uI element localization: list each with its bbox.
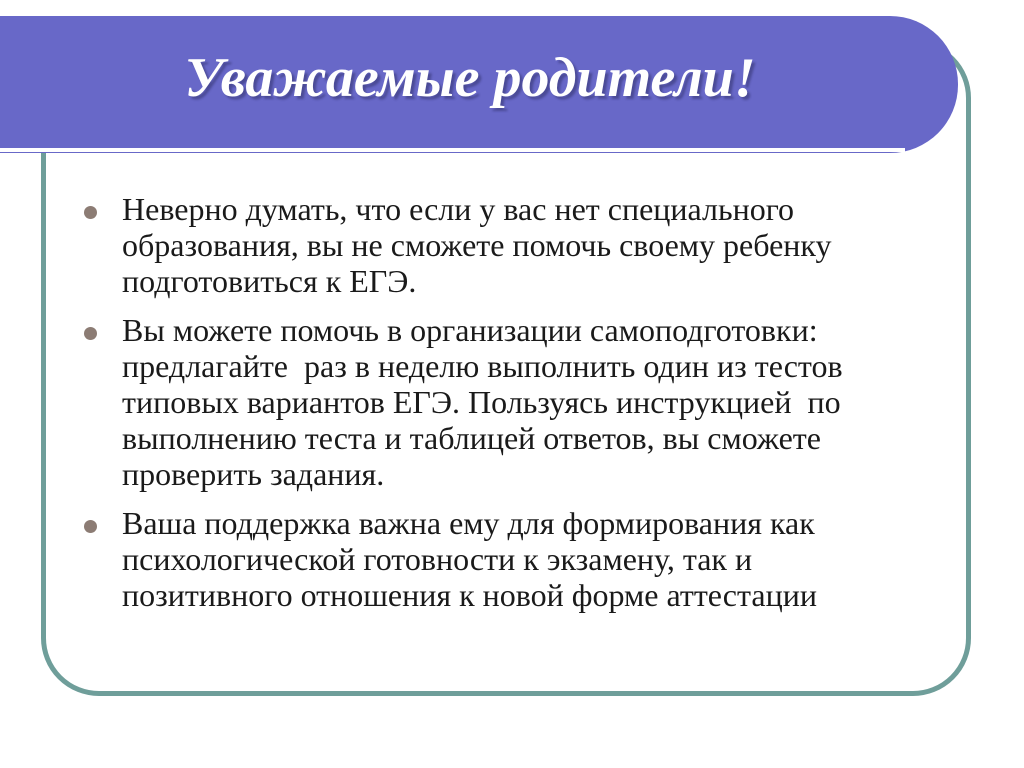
bullet-line: психологической готовности к экзамену, так и	[122, 541, 753, 577]
bullet-item	[84, 191, 924, 299]
bullet-list	[84, 191, 924, 626]
bullet-line: Неверно думать, что если у вас нет специального	[122, 191, 795, 227]
bullet-line: Ваша поддержка важна ему для формирования как	[122, 505, 815, 541]
bullet-dot-icon	[84, 206, 97, 219]
bullet-line: выполнению теста и таблицей ответов, вы сможете	[122, 420, 821, 456]
bullet-line: предлагайте раз в неделю выполнить один из тестов	[122, 348, 843, 384]
bullet-line: образования, вы не сможете помочь своему ребенку	[122, 227, 832, 263]
bullet-item	[84, 312, 924, 492]
bullet-line: типовых вариантов ЕГЭ. Пользуясь инструкцией по	[122, 384, 841, 420]
bullet-line: позитивного отношения к новой форме аттестации	[122, 577, 817, 613]
bullet-dot-icon	[84, 520, 97, 533]
slide-title: Уважаемые родители!	[184, 47, 756, 109]
bullet-item	[84, 505, 924, 613]
bullet-dot-icon	[84, 327, 97, 340]
title-underline	[0, 148, 905, 152]
bullet-line: Вы можете помочь в организации самоподготовки:	[122, 312, 818, 348]
bullet-line: подготовиться к ЕГЭ.	[122, 263, 417, 299]
bullet-line: проверить задания.	[122, 456, 385, 492]
